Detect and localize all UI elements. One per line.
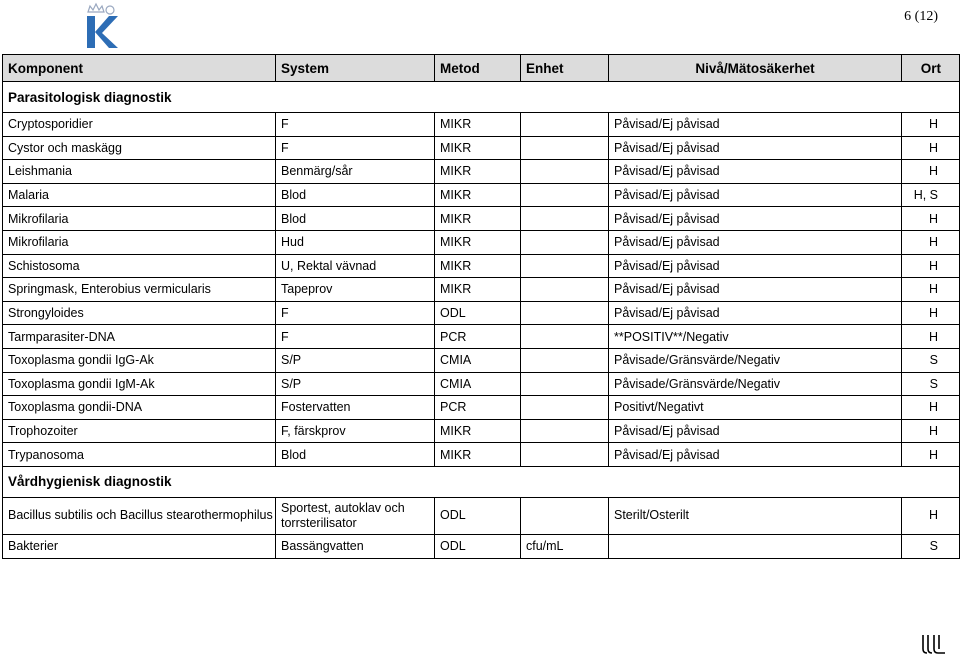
cell-system: U, Rektal vävnad [276,254,435,278]
cell-system: S/P [276,372,435,396]
cell-enhet [521,419,609,443]
cell-system: Blod [276,207,435,231]
table-row [3,230,960,254]
cell-ort: H [902,278,960,302]
column-header-enhet: Enhet [521,55,609,82]
section-row [3,82,960,113]
cell-ort: H [902,497,960,534]
cell-ort: H [902,160,960,184]
cell-metod: MIKR [435,419,521,443]
cell-komponent: Trophozoiter [3,419,276,443]
cell-ort: H [902,254,960,278]
cell-ort: S [902,348,960,372]
cell-metod: ODL [435,301,521,325]
cell-niva: Påvisad/Ej påvisad [609,113,902,137]
cell-ort: H [902,301,960,325]
cell-komponent: Mikrofilaria [3,230,276,254]
cell-niva: Påvisad/Ej påvisad [609,230,902,254]
cell-system: Benmärg/sår [276,160,435,184]
cell-ort: H [902,443,960,467]
cell-niva: Påvisade/Gränsvärde/Negativ [609,348,902,372]
table-row [3,136,960,160]
table-row [3,497,960,534]
table-row [3,207,960,231]
column-header-niva: Nivå/Mätosäkerhet [609,55,902,82]
cell-enhet [521,372,609,396]
table-row [3,301,960,325]
table-row [3,534,960,558]
cell-ort: H, S [902,183,960,207]
cell-enhet [521,207,609,231]
cell-komponent: Malaria [3,183,276,207]
table-row [3,160,960,184]
cell-komponent: Bakterier [3,534,276,558]
table-row [3,183,960,207]
cell-metod: PCR [435,396,521,420]
cell-niva [609,534,902,558]
cell-system: Bassängvatten [276,534,435,558]
cell-enhet [521,348,609,372]
table-row [3,443,960,467]
cell-enhet [521,160,609,184]
cell-ort: H [902,230,960,254]
cell-system: F [276,325,435,349]
cell-metod: MIKR [435,136,521,160]
table-row [3,348,960,372]
cell-enhet [521,396,609,420]
cell-komponent: Leishmania [3,160,276,184]
cell-metod: ODL [435,497,521,534]
cell-ort: S [902,372,960,396]
cell-enhet [521,325,609,349]
cell-niva: **POSITIV**/Negativ [609,325,902,349]
cell-metod: CMIA [435,348,521,372]
cell-system: Blod [276,443,435,467]
footer-logo-icon [920,633,946,655]
cell-metod: MIKR [435,254,521,278]
cell-ort: H [902,113,960,137]
cell-system: Fostervatten [276,396,435,420]
crown-k-logo [84,2,118,50]
cell-enhet [521,113,609,137]
section-row [3,466,960,497]
cell-enhet [521,443,609,467]
cell-metod: MIKR [435,443,521,467]
cell-niva: Sterilt/Osterilt [609,497,902,534]
cell-ort: H [902,136,960,160]
cell-komponent: Schistosoma [3,254,276,278]
cell-niva: Påvisad/Ej påvisad [609,254,902,278]
cell-system: F [276,113,435,137]
cell-ort: H [902,325,960,349]
cell-enhet [521,278,609,302]
cell-komponent: Toxoplasma gondii-DNA [3,396,276,420]
cell-system: F [276,301,435,325]
cell-niva: Positivt/Negativt [609,396,902,420]
cell-komponent: Mikrofilaria [3,207,276,231]
column-header-system: System [276,55,435,82]
cell-system: F [276,136,435,160]
cell-niva: Påvisade/Gränsvärde/Negativ [609,372,902,396]
cell-ort: H [902,207,960,231]
cell-niva: Påvisad/Ej påvisad [609,136,902,160]
table-row [3,278,960,302]
cell-niva: Påvisad/Ej påvisad [609,160,902,184]
cell-metod: ODL [435,534,521,558]
cell-enhet [521,230,609,254]
cell-metod: MIKR [435,278,521,302]
cell-niva: Påvisad/Ej påvisad [609,207,902,231]
table-row [3,419,960,443]
table-row [3,372,960,396]
cell-metod: MIKR [435,230,521,254]
table-row [3,325,960,349]
cell-enhet [521,254,609,278]
table-header-row [3,55,960,82]
page-number: 6 (12) [904,9,938,24]
cell-enhet [521,136,609,160]
cell-metod: CMIA [435,372,521,396]
cell-system: S/P [276,348,435,372]
cell-komponent: Springmask, Enterobius vermicularis [3,278,276,302]
cell-niva: Påvisad/Ej påvisad [609,278,902,302]
cell-metod: MIKR [435,183,521,207]
cell-niva: Påvisad/Ej påvisad [609,183,902,207]
cell-metod: PCR [435,325,521,349]
cell-niva: Påvisad/Ej påvisad [609,443,902,467]
cell-metod: MIKR [435,113,521,137]
cell-ort: H [902,419,960,443]
cell-komponent: Strongyloides [3,301,276,325]
analysis-table [2,54,960,559]
cell-ort: S [902,534,960,558]
cell-system: Sportest, autoklav och torrsterilisator [276,497,435,534]
section-title: Parasitologisk diagnostik [3,82,960,113]
cell-enhet [521,301,609,325]
cell-enhet [521,497,609,534]
column-header-metod: Metod [435,55,521,82]
table-row [3,254,960,278]
cell-system: F, färskprov [276,419,435,443]
cell-metod: MIKR [435,160,521,184]
section-title: Vårdhygienisk diagnostik [3,466,960,497]
cell-system: Hud [276,230,435,254]
cell-system: Tapeprov [276,278,435,302]
table-row [3,396,960,420]
cell-komponent: Toxoplasma gondii IgG-Ak [3,348,276,372]
column-header-ort: Ort [902,55,960,82]
cell-system: Blod [276,183,435,207]
cell-niva: Påvisad/Ej påvisad [609,301,902,325]
cell-komponent: Toxoplasma gondii IgM-Ak [3,372,276,396]
table-row [3,113,960,137]
cell-metod: MIKR [435,207,521,231]
cell-enhet: cfu/mL [521,534,609,558]
cell-komponent: Trypanosoma [3,443,276,467]
cell-komponent: Cystor och maskägg [3,136,276,160]
cell-niva: Påvisad/Ej påvisad [609,419,902,443]
cell-ort: H [902,396,960,420]
column-header-komponent: Komponent [3,55,276,82]
cell-komponent: Tarmparasiter-DNA [3,325,276,349]
cell-enhet [521,183,609,207]
cell-komponent: Cryptosporidier [3,113,276,137]
cell-komponent: Bacillus subtilis och Bacillus stearothermophilus [3,497,276,534]
